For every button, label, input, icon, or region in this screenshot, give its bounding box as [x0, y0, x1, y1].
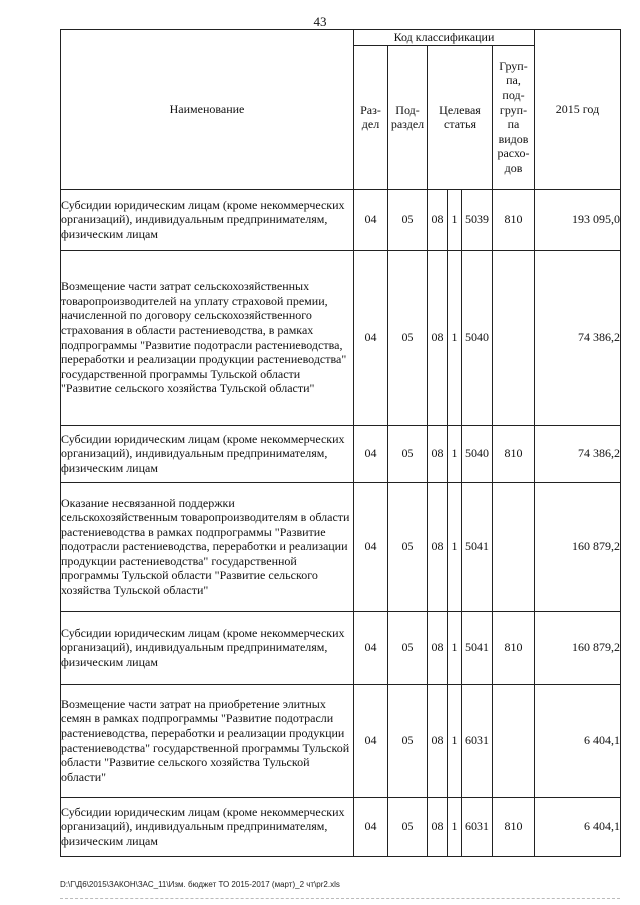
row-target-article-subprogram: 1 [448, 425, 462, 482]
header-expense-group: Груп- па, под- груп- па видов расхо- дов [493, 45, 535, 189]
row-name: Субсидии юридическим лицам (кроме некоммерческих организаций), индивидуальным предпринимателям, физическим лицам [61, 425, 354, 482]
row-amount: 160 879,2 [535, 482, 621, 611]
table-row [61, 611, 621, 684]
row-name: Субсидии юридическим лицам (кроме некоммерческих организаций), индивидуальным предпринимателям, физическим лицам [61, 797, 354, 856]
row-section: 04 [354, 189, 388, 250]
header-name: Наименование [61, 30, 354, 190]
row-amount: 160 879,2 [535, 611, 621, 684]
header-section: Раз- дел [354, 45, 388, 189]
table-row [61, 684, 621, 797]
page-number: 43 [313, 14, 327, 29]
row-expense-group [493, 684, 535, 797]
row-amount: 6 404,1 [535, 684, 621, 797]
header-subsection: Под- раздел [388, 45, 428, 189]
row-target-article-code: 5040 [462, 425, 493, 482]
row-name: Возмещение части затрат сельскохозяйственных товаропроизводителей на уплату страховой премии, начисленной по договору сельскохозяйственного страхования в области растениеводства, в рамках подпрограммы "Развитие подотрасли растениеводства, переработки и реализации продукции растениеводства" государственной программы Тульской области "Развитие сельского хозяйства Тульской области" [61, 250, 354, 425]
row-section: 04 [354, 797, 388, 856]
row-section: 04 [354, 482, 388, 611]
table-row [61, 425, 621, 482]
table-row [61, 189, 621, 250]
row-expense-group [493, 250, 535, 425]
row-subsection: 05 [388, 250, 428, 425]
row-section: 04 [354, 250, 388, 425]
row-section: 04 [354, 425, 388, 482]
row-expense-group: 810 [493, 797, 535, 856]
table-row [61, 250, 621, 425]
footer-file-path: D:\Г\Д6\2015\ЗАКОН\ЗАС_11\Изм. бюджет ТО 2015-2017 (март)_2 чт\pr2.xls [60, 880, 340, 889]
table-body [61, 189, 621, 856]
row-target-article-program: 08 [428, 684, 448, 797]
budget-table [60, 29, 621, 857]
row-target-article-subprogram: 1 [448, 482, 462, 611]
row-target-article-program: 08 [428, 482, 448, 611]
row-name: Возмещение части затрат на приобретение элитных семян в рамках подпрограммы "Развитие подотрасли растениеводства, переработки и реализации продукции растениеводства" государственной программы Тульской области "Развитие сельского хозяйства Тульской области" [61, 684, 354, 797]
row-subsection: 05 [388, 684, 428, 797]
row-name: Оказание несвязанной поддержки сельскохозяйственным товаропроизводителям в области растениеводства в рамках подпрограммы "Развитие подотрасли растениеводства, переработки и реализации продукции растениеводства" государственной программы Тульской области "Развитие сельского хозяйства Тульской области" [61, 482, 354, 611]
header-classification: Код классификации [354, 30, 535, 46]
row-expense-group: 810 [493, 189, 535, 250]
row-subsection: 05 [388, 189, 428, 250]
row-amount: 193 095,0 [535, 189, 621, 250]
row-name: Субсидии юридическим лицам (кроме некоммерческих организаций), индивидуальным предпринимателям, физическим лицам [61, 611, 354, 684]
row-target-article-program: 08 [428, 189, 448, 250]
row-target-article-program: 08 [428, 250, 448, 425]
row-target-article-code: 5041 [462, 611, 493, 684]
row-subsection: 05 [388, 425, 428, 482]
row-amount: 74 386,2 [535, 425, 621, 482]
row-name: Субсидии юридическим лицам (кроме некоммерческих организаций), индивидуальным предпринимателям, физическим лицам [61, 189, 354, 250]
row-target-article-code: 6031 [462, 684, 493, 797]
row-section: 04 [354, 611, 388, 684]
row-subsection: 05 [388, 482, 428, 611]
table-row [61, 797, 621, 856]
header-year: 2015 год [535, 30, 621, 190]
row-target-article-subprogram: 1 [448, 684, 462, 797]
row-target-article-code: 5040 [462, 250, 493, 425]
row-amount: 6 404,1 [535, 797, 621, 856]
row-expense-group: 810 [493, 425, 535, 482]
table-row [61, 482, 621, 611]
row-target-article-code: 6031 [462, 797, 493, 856]
row-amount: 74 386,2 [535, 250, 621, 425]
row-target-article-subprogram: 1 [448, 611, 462, 684]
row-target-article-subprogram: 1 [448, 797, 462, 856]
row-target-article-code: 5039 [462, 189, 493, 250]
row-subsection: 05 [388, 797, 428, 856]
row-expense-group: 810 [493, 611, 535, 684]
footer-divider [60, 898, 620, 899]
row-expense-group [493, 482, 535, 611]
row-target-article-program: 08 [428, 611, 448, 684]
row-target-article-program: 08 [428, 425, 448, 482]
row-section: 04 [354, 684, 388, 797]
row-target-article-program: 08 [428, 797, 448, 856]
row-target-article-subprogram: 1 [448, 250, 462, 425]
row-subsection: 05 [388, 611, 428, 684]
row-target-article-subprogram: 1 [448, 189, 462, 250]
row-target-article-code: 5041 [462, 482, 493, 611]
header-target-article: Целевая статья [428, 45, 493, 189]
